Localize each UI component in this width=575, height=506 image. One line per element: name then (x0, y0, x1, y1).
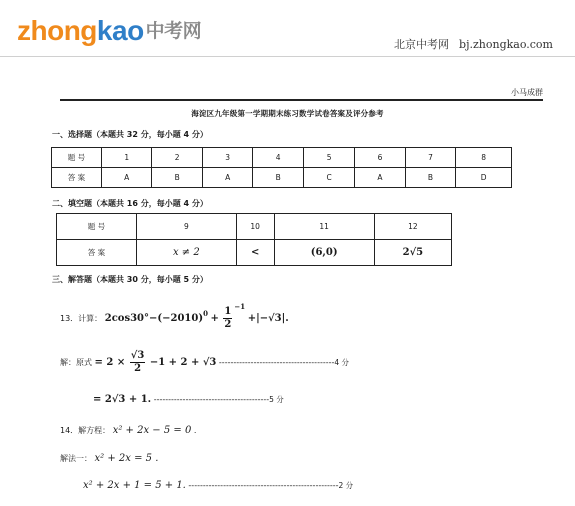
answer-cell: x ≠ 2 (137, 240, 237, 266)
question-number: 2 (152, 148, 203, 168)
q13-plus: + (210, 313, 219, 324)
section1-title: 一、选择题（本题共 32 分，每小题 4 分） (52, 130, 208, 139)
answer-cell: B (253, 168, 304, 188)
row-header-question: 题 号 (57, 214, 137, 240)
method1-label: 解法一： (60, 454, 92, 463)
table-row (52, 148, 512, 168)
fraction-numerator: 1 (224, 306, 232, 317)
score-leader: ---------------------------------------------------- (188, 481, 339, 490)
q14-equation: x² + 2x − 5 = 0 (112, 425, 192, 436)
site-header (0, 0, 575, 60)
zhongkao-logo[interactable] (17, 17, 201, 45)
answer-cell: A (102, 168, 152, 188)
question-13 (60, 302, 289, 330)
answer-cell: (6,0) (274, 240, 374, 266)
score-leader: ---------------------------------------- (153, 395, 270, 404)
solution-label: 解：原式 (60, 358, 92, 367)
fraction-denominator: 2 (224, 319, 232, 330)
answer-cell: A (355, 168, 405, 188)
question-number: 4 (253, 148, 304, 168)
site-info (394, 36, 553, 52)
section2-title: 二、填空题（本题共 16 分，每小题 4 分） (52, 199, 208, 208)
step1-lead: = 2 × (94, 357, 126, 368)
row-header-answer: 答 案 (57, 240, 137, 266)
fraction-denominator: 2 (134, 363, 142, 374)
answer-cell: B (152, 168, 203, 188)
table-row (57, 214, 452, 240)
method1-step2 (83, 480, 353, 491)
step2-expression: = 2√3 + 1. (93, 394, 152, 405)
solution-13-step2 (93, 394, 284, 405)
question-number: 11 (274, 214, 374, 240)
table-row (57, 240, 452, 266)
q13-exponent-neg1: −1 (234, 302, 246, 311)
question-number: 7 (405, 148, 456, 168)
q14-label: 14．解方程： (60, 426, 111, 435)
fraction-numerator: √3 (130, 350, 145, 361)
step1-rest: −1 + 2 + √3 (149, 357, 217, 368)
logo-chinese: 中考网 (145, 21, 202, 42)
table-row (52, 168, 512, 188)
q13-label: 13．计算： (60, 314, 103, 323)
logo-kao: kao (96, 15, 144, 46)
fill-in-answer-table (56, 213, 452, 266)
row-header-answer: 答 案 (52, 168, 102, 188)
question-number: 10 (236, 214, 274, 240)
question-14 (60, 425, 196, 436)
document-title: 海淀区九年级第一学期期末练习数学试卷答案及评分参考 (191, 109, 384, 118)
score-value: 2 分 (338, 481, 354, 490)
method1-equation: x² + 2x = 5 . (94, 453, 159, 464)
answer-cell: B (405, 168, 456, 188)
site-name[interactable]: 北京中考网 (394, 38, 450, 51)
header-divider (0, 56, 575, 57)
q13-exponent-zero: 0 (203, 309, 208, 318)
score-leader: ---------------------------------------- (218, 358, 335, 367)
question-number: 5 (303, 148, 354, 168)
q13-abs-term: +|−√3|. (247, 313, 289, 324)
question-number: 1 (102, 148, 152, 168)
q14-end: . (193, 426, 197, 435)
sub-note: 小马成群 (511, 88, 543, 97)
step1-fraction (130, 351, 146, 374)
method1-step1 (60, 453, 158, 464)
question-number: 3 (202, 148, 252, 168)
answer-cell: < (236, 240, 274, 266)
question-number: 8 (456, 148, 512, 168)
row-header-question: 题 号 (52, 148, 102, 168)
q13-fraction (223, 307, 232, 330)
logo-zhong: zhong (17, 15, 97, 46)
score-value: 4 分 (334, 358, 350, 367)
site-url[interactable]: bj.zhongkao.com (459, 38, 553, 51)
answer-cell: A (202, 168, 252, 188)
solution-13-step1 (60, 351, 349, 374)
q13-expression: 2cos30°−(−2010) (104, 313, 204, 324)
multiple-choice-answer-table (51, 147, 512, 188)
document-top-rule (60, 99, 543, 101)
answer-cell: D (456, 168, 512, 188)
score-value: 5 分 (269, 395, 284, 404)
section3-title: 三、解答题（本题共 30 分，每小题 5 分） (52, 275, 208, 284)
answer-cell: C (303, 168, 354, 188)
question-number: 9 (137, 214, 237, 240)
method1-step2-equation: x² + 2x + 1 = 5 + 1. (83, 480, 186, 491)
answer-cell: 2√5 (374, 240, 451, 266)
question-number: 12 (374, 214, 451, 240)
question-number: 6 (355, 148, 405, 168)
